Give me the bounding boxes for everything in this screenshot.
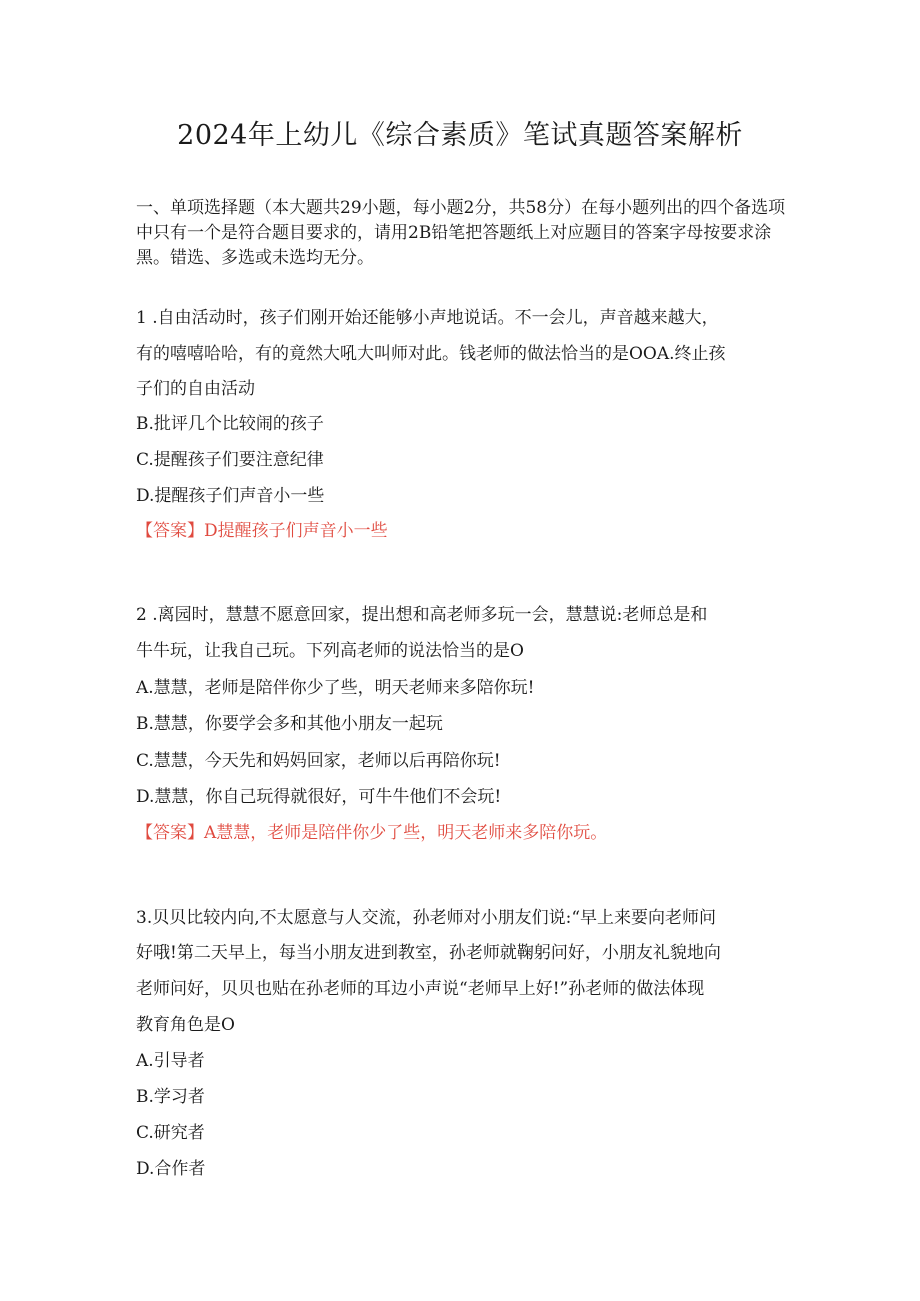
- q2-option-c: C.慧慧，今天先和妈妈回家，老师以后再陪你玩!: [136, 751, 501, 771]
- q3-stem-line-4: 教育角色是O: [136, 1015, 235, 1035]
- q3-option-d: D.合作者: [136, 1159, 206, 1179]
- q1-option-c: C.提醒孩子们要注意纪律: [136, 450, 324, 470]
- q2-stem-line-1: 2 .离园时，慧慧不愿意回家，提出想和高老师多玩一会，慧慧说:老师总是和: [136, 605, 708, 625]
- q1-option-b: B.批评几个比较闹的孩子: [136, 414, 324, 434]
- q1-option-d: D.提醒孩子们声音小一些: [136, 486, 325, 506]
- q3-option-c: C.研究者: [136, 1123, 205, 1143]
- q1-stem-line-3: 子们的自由活动: [136, 379, 255, 399]
- q1-stem-line-1: 1 .自由活动时，孩子们刚开始还能够小声地说话。不一会儿，声音越来越大，: [136, 308, 719, 328]
- q2-option-b: B.慧慧，你要学会多和其他小朋友一起玩: [136, 714, 443, 734]
- q3-option-a: A.引导者: [136, 1051, 205, 1071]
- page-title: 2024年上幼儿《综合素质》笔试真题答案解析: [177, 120, 743, 151]
- q1-answer: 【答案】D提醒孩子们声音小一些: [136, 521, 388, 541]
- q2-stem-line-2: 牛牛玩，让我自己玩。下列高老师的说法恰当的是O: [136, 641, 524, 661]
- q3-option-b: B.学习者: [136, 1087, 205, 1107]
- q3-stem-line-2: 好哦!第二天早上，每当小朋友进到教室，孙老师就鞠躬问好，小朋友礼貌地向: [136, 943, 721, 963]
- q2-option-d: D.慧慧，你自己玩得就很好，可牛牛他们不会玩!: [136, 787, 502, 807]
- q1-stem-line-2: 有的嘻嘻哈哈，有的竟然大吼大叫师对此。钱老师的做法恰当的是OOA.终止孩: [136, 344, 726, 364]
- section-intro: 一、单项选择题（本大题共29小题，每小题2分，共58分）在每小题列出的四个备选项中只有一个是符合题目要求的，请用2B铅笔把答题纸上对应题目的答案字母按要求涂黑。错选、多选或未选均无分。: [136, 198, 786, 268]
- q2-answer: 【答案】A慧慧，老师是陪伴你少了些，明天老师来多陪你玩。: [136, 823, 608, 843]
- q2-option-a: A.慧慧，老师是陪伴你少了些，明天老师来多陪你玩!: [136, 678, 535, 698]
- q3-stem-line-1: 3.贝贝比较内向,不太愿意与人交流，孙老师对小朋友们说:“早上来要向老师问: [136, 908, 717, 928]
- q3-stem-line-3: 老师问好，贝贝也贴在孙老师的耳边小声说“老师早上好!”孙老师的做法体现: [136, 979, 705, 999]
